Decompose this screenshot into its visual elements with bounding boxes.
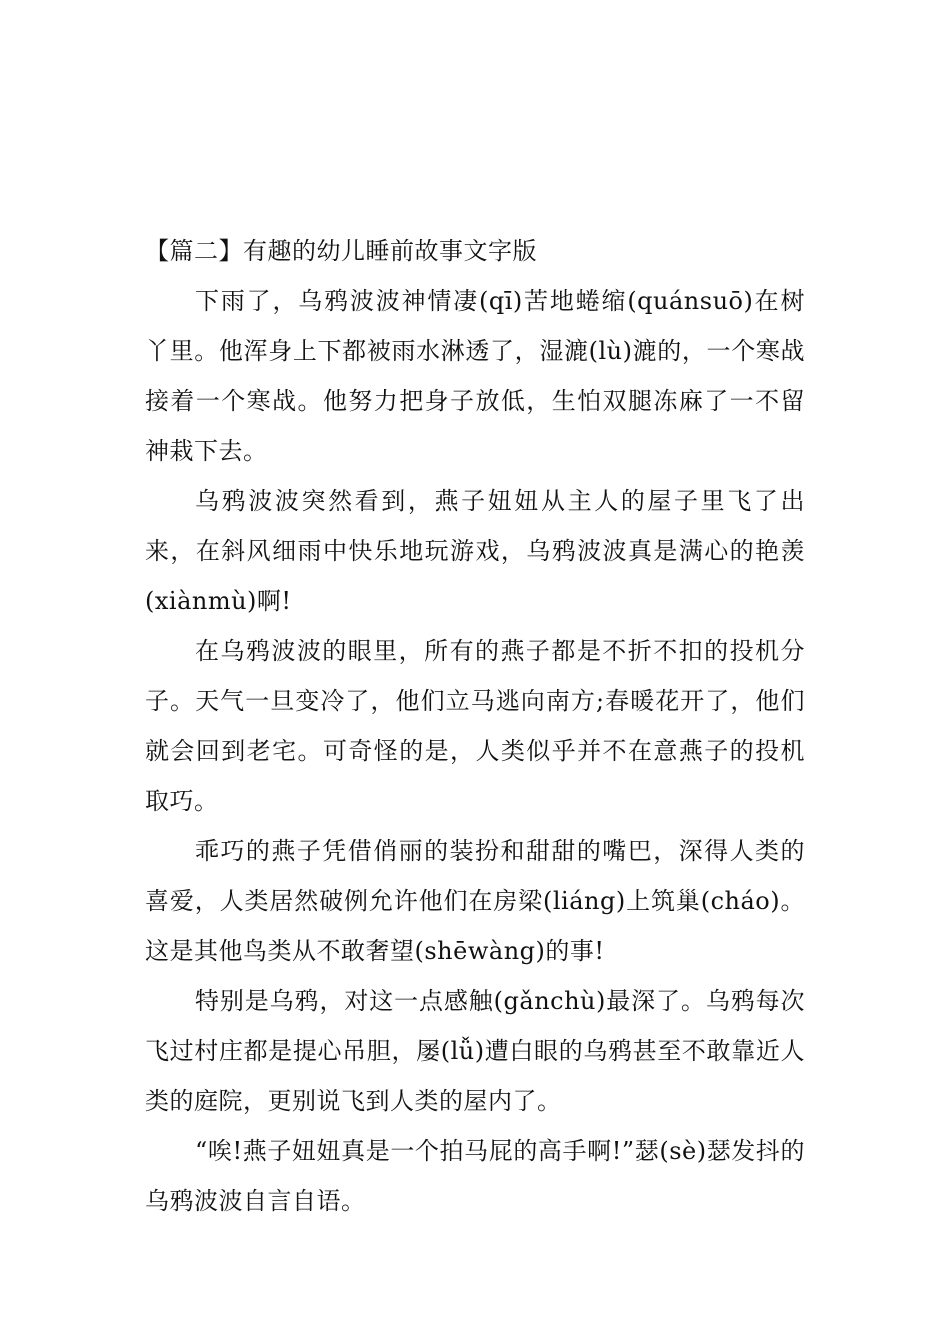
paragraph-1: 下雨了，乌鸦波波神情凄(qī)苦地蜷缩(quánsuō)在树丫里。他浑身上下都被雨水淋透了，湿漉(lù)漉的，一个寒战接着一个寒战。他努力把身子放低，生怕双腿冻麻了一不留神栽下去。 <box>145 287 805 465</box>
paragraph-6: “唉!燕子妞妞真是一个拍马屁的高手啊!”瑟(sè)瑟发抖的乌鸦波波自言自语。 <box>145 1137 805 1215</box>
section-heading: 【篇二】有趣的幼儿睡前故事文字版 <box>145 237 537 265</box>
document-body <box>145 226 805 1226</box>
paragraph-4: 乖巧的燕子凭借俏丽的装扮和甜甜的嘴巴，深得人类的喜爱，人类居然破例允许他们在房梁(liáng)上筑巢(cháo)。这是其他鸟类从不敢奢望(shēwàng)的事! <box>145 837 805 965</box>
paragraph-2: 乌鸦波波突然看到，燕子妞妞从主人的屋子里飞了出来，在斜风细雨中快乐地玩游戏，乌鸦波波真是满心的艳羡(xiànmù)啊! <box>145 487 805 615</box>
paragraph-3: 在乌鸦波波的眼里，所有的燕子都是不折不扣的投机分子。天气一旦变冷了，他们立马逃向南方;春暖花开了，他们就会回到老宅。可奇怪的是，人类似乎并不在意燕子的投机取巧。 <box>145 637 805 815</box>
paragraph-5: 特别是乌鸦，对这一点感触(gǎnchù)最深了。乌鸦每次飞过村庄都是提心吊胆，屡(lǚ)遭白眼的乌鸦甚至不敢靠近人类的庭院，更别说飞到人类的屋内了。 <box>145 987 805 1115</box>
